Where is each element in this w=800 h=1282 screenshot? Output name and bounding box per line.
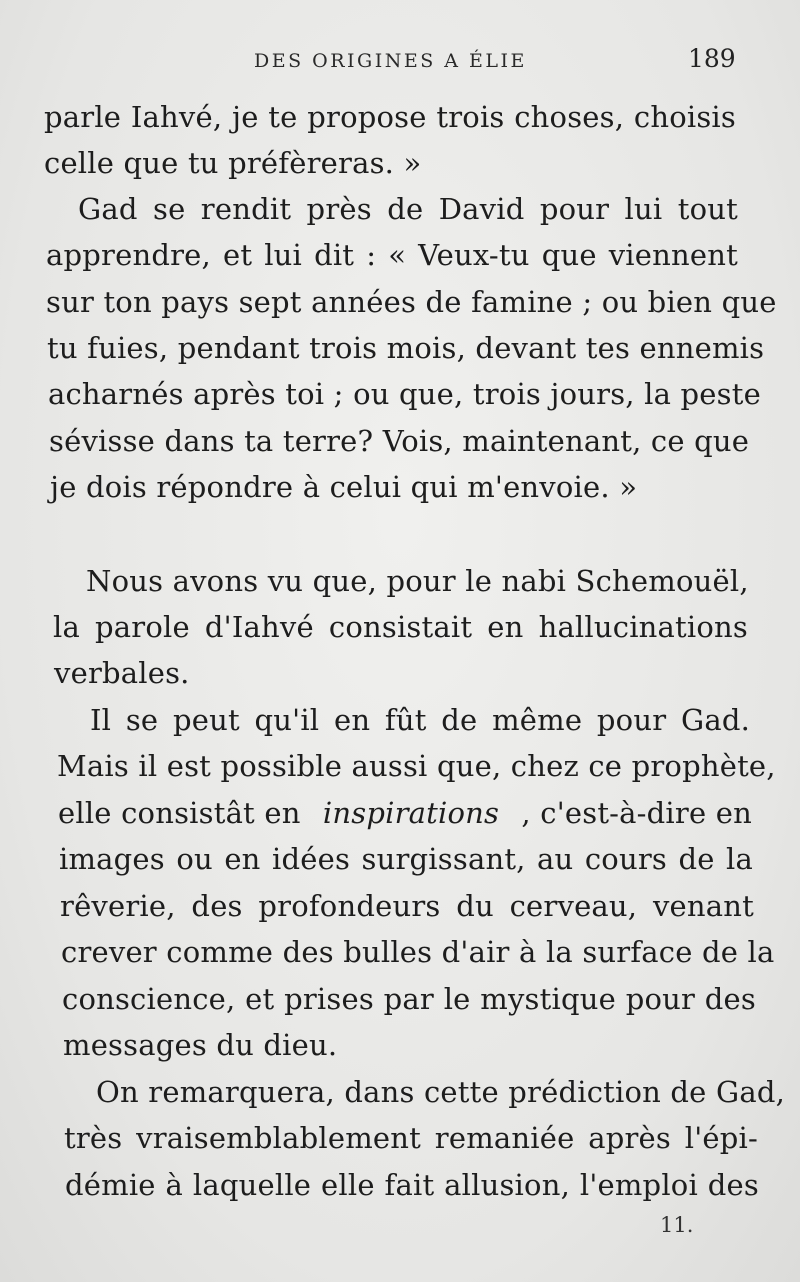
text-line: Nous avons vu que, pour le nabi Schemouël, xyxy=(86,564,749,598)
text-line: parle Iahvé, je te propose trois choses, choisis xyxy=(44,100,736,134)
text-line: tu fuies, pendant trois mois, devant tes ennemis xyxy=(47,331,765,365)
text-line: On remarquera, dans cette prédiction de Gad, xyxy=(96,1075,785,1109)
text-line: sévisse dans ta terre? Vois, maintenant, ce que xyxy=(49,424,750,458)
text-line: images ou en idées surgissant, au cours de la xyxy=(59,842,753,876)
text-line: messages du dieu. xyxy=(63,1028,338,1062)
text-line: apprendre, et lui dit : « Veux-tu que viennent xyxy=(46,238,738,272)
page-header xyxy=(0,44,800,84)
text-line: Il se peut qu'il en fût de même pour Gad. xyxy=(90,703,750,737)
italic-term: inspirations xyxy=(322,796,500,830)
text-line: verbales. xyxy=(54,656,190,690)
signature-mark: 11. xyxy=(660,1213,694,1237)
text-segment: , c'est-à-dire en xyxy=(521,796,752,830)
text-line: je dois répondre à celui qui m'envoie. » xyxy=(50,470,638,504)
page-number: 189 xyxy=(688,44,736,73)
text-line: crever comme des bulles d'air à la surface de la xyxy=(61,935,775,969)
text-line: la parole d'Iahvé consistait en hallucinations xyxy=(53,610,748,644)
running-head: DES ORIGINES A ÉLIE xyxy=(254,50,527,72)
text-line: très vraisemblablement remaniée après l'épi- xyxy=(64,1121,758,1155)
text-line: Mais il est possible aussi que, chez ce prophète, xyxy=(57,749,776,783)
text-line: conscience, et prises par le mystique pour des xyxy=(62,982,756,1016)
text-segment: elle consistât en xyxy=(58,796,301,830)
text-line: rêverie, des profondeurs du cerveau, venant xyxy=(60,889,754,923)
text-line: acharnés après toi ; ou que, trois jours, la peste xyxy=(48,377,761,411)
text-line: celle que tu préfèreras. » xyxy=(44,146,422,180)
text-line-mixed xyxy=(58,790,752,836)
text-line: sur ton pays sept années de famine ; ou bien que xyxy=(46,285,777,319)
text-line: démie à laquelle elle fait allusion, l'emploi des xyxy=(65,1168,759,1202)
text-line: Gad se rendit près de David pour lui tout xyxy=(78,192,738,226)
